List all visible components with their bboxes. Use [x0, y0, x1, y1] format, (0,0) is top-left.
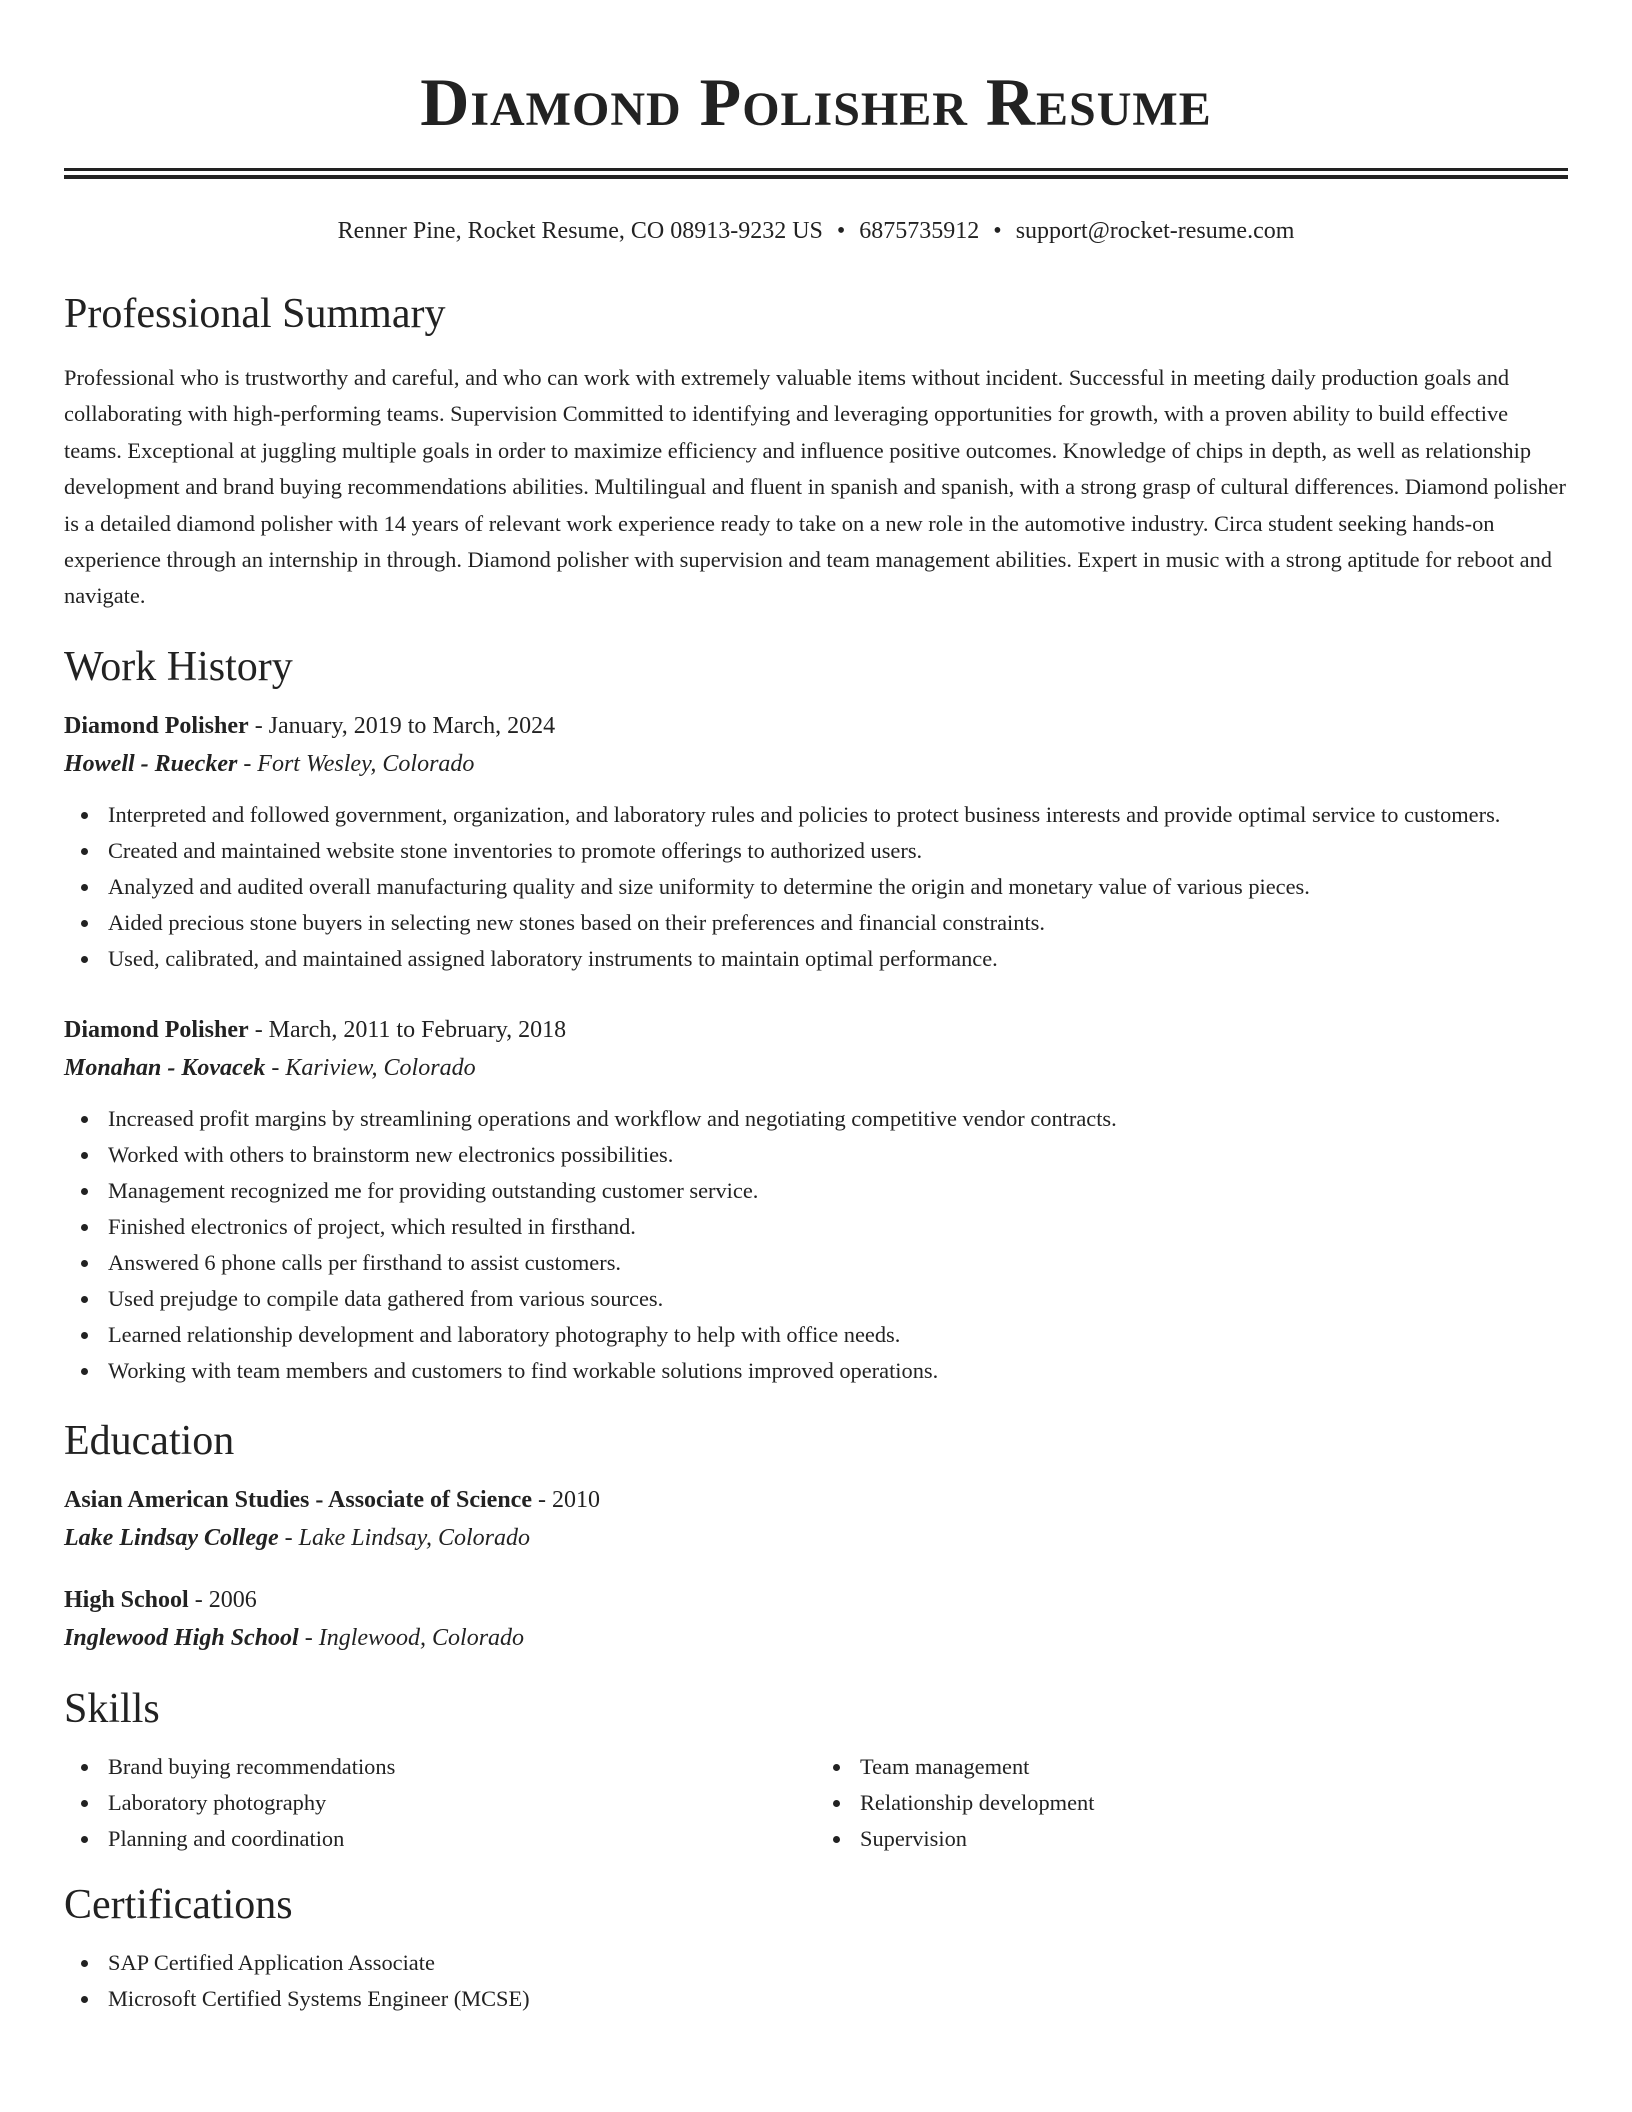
- education-location: - Lake Lindsay, Colorado: [278, 1524, 530, 1551]
- section-heading-certifications: Certifications: [64, 1881, 293, 1928]
- resume-title: Diamond Polisher Resume: [420, 64, 1212, 140]
- job-company-line: [64, 1049, 1568, 1087]
- education-school-line: [64, 1619, 1568, 1657]
- job-title: Diamond Polisher: [64, 712, 249, 739]
- education-school: Inglewood High School: [64, 1624, 299, 1651]
- skill-item: Brand buying recommendations: [64, 1749, 816, 1785]
- list-item: Answered 6 phone calls per firsthand to assist customers.: [64, 1245, 1568, 1281]
- job-company: Monahan - Kovacek: [64, 1054, 266, 1081]
- job-bullets: [64, 1101, 1568, 1389]
- summary-text: Professional who is trustworthy and careful, and who can work with extremely valuable items without incident. Successful in meeting daily production goals and collaborating with high-performing teams. Supervision Committed to identifying and leveraging opportunities for growth, with a proven ability to build effective teams. Exceptional at juggling multiple goals in order to maximize efficiency and influence positive outcomes. Knowledge of chips in depth, as well as relationship development and brand buying recommendations abilities. Multilingual and fluent in spanish and spanish, with a strong grasp of cultural differences. Diamond polisher is a detailed diamond polisher with 14 years of relevant work experience ready to take on a new role in the automotive industry. Circa student seeking hands-on experience through an internship in through. Diamond polisher with supervision and team management abilities. Expert in music with a strong aptitude for reboot and navigate.: [64, 365, 1566, 609]
- skill-item: Planning and coordination: [64, 1821, 816, 1857]
- list-item: Created and maintained website stone inventories to promote offerings to authorized users.: [64, 833, 1568, 869]
- section-heading-work-history: Work History: [64, 643, 293, 690]
- section-heading-education: Education: [64, 1417, 235, 1464]
- education-entry: [64, 1581, 1568, 1657]
- list-item: Worked with others to brainstorm new electronics possibilities.: [64, 1137, 1568, 1173]
- job-entry: [64, 707, 1568, 977]
- education-year: - 2010: [531, 1486, 600, 1513]
- skills-column-right: [816, 1749, 1568, 1857]
- section-heading-summary: Professional Summary: [64, 291, 446, 337]
- education-degree: High School: [64, 1586, 189, 1613]
- education-year: - 2006: [188, 1586, 257, 1613]
- list-item: Analyzed and audited overall manufacturing quality and size uniformity to determine the origin and monetary value of various pieces.: [64, 869, 1568, 905]
- contact-phone: 6875735912: [859, 218, 980, 244]
- certification-item: Microsoft Certified Systems Engineer (MCSE): [64, 1981, 1568, 2017]
- job-location: - Fort Wesley, Colorado: [237, 750, 475, 777]
- skill-item: Team management: [816, 1749, 1568, 1785]
- list-item: Learned relationship development and laboratory photography to help with office needs.: [64, 1317, 1568, 1353]
- skills-grid: [64, 1749, 1568, 1857]
- job-bullets: [64, 797, 1568, 977]
- job-location: - Kariview, Colorado: [265, 1054, 476, 1081]
- title-divider: [64, 168, 1568, 179]
- skill-item: Supervision: [816, 1821, 1568, 1857]
- education-school: Lake Lindsay College: [64, 1524, 279, 1551]
- education-degree-line: [64, 1581, 1568, 1619]
- list-item: Used, calibrated, and maintained assigned laboratory instruments to maintain optimal performance.: [64, 941, 1568, 977]
- job-title-line: [64, 1011, 1568, 1049]
- contact-line: [64, 214, 1568, 248]
- certification-item: SAP Certified Application Associate: [64, 1945, 1568, 1981]
- contact-address: Renner Pine, Rocket Resume, CO 08913-9232 US: [337, 218, 823, 244]
- job-entry: [64, 1011, 1568, 1389]
- education-degree: Asian American Studies - Associate of Science: [64, 1486, 532, 1513]
- list-item: Aided precious stone buyers in selecting new stones based on their preferences and financial constraints.: [64, 905, 1568, 941]
- job-company-line: [64, 745, 1568, 783]
- contact-separator: •: [993, 218, 1002, 244]
- certifications-list: [64, 1945, 1568, 2017]
- list-item: Interpreted and followed government, organization, and laboratory rules and policies to protect business interests and provide optimal service to customers.: [64, 797, 1568, 833]
- contact-email: support@rocket-resume.com: [1015, 218, 1295, 244]
- job-dates: - January, 2019 to March, 2024: [248, 712, 556, 739]
- skill-item: Relationship development: [816, 1785, 1568, 1821]
- contact-separator: •: [836, 218, 846, 244]
- skill-item: Laboratory photography: [64, 1785, 816, 1821]
- section-heading-skills: Skills: [64, 1685, 160, 1732]
- job-company: Howell - Ruecker: [64, 750, 238, 777]
- job-dates: - March, 2011 to February, 2018: [248, 1016, 567, 1043]
- list-item: Used prejudge to compile data gathered from various sources.: [64, 1281, 1568, 1317]
- job-title-line: [64, 707, 1568, 745]
- education-school-line: [64, 1519, 1568, 1557]
- education-degree-line: [64, 1481, 1568, 1519]
- skills-column-left: [64, 1749, 816, 1857]
- education-entry: [64, 1481, 1568, 1557]
- education-location: - Inglewood, Colorado: [298, 1624, 525, 1651]
- list-item: Management recognized me for providing outstanding customer service.: [64, 1173, 1568, 1209]
- list-item: Increased profit margins by streamlining operations and workflow and negotiating competitive vendor contracts.: [64, 1101, 1568, 1137]
- list-item: Finished electronics of project, which resulted in firsthand.: [64, 1209, 1568, 1245]
- list-item: Working with team members and customers to find workable solutions improved operations.: [64, 1353, 1568, 1389]
- job-title: Diamond Polisher: [64, 1016, 249, 1043]
